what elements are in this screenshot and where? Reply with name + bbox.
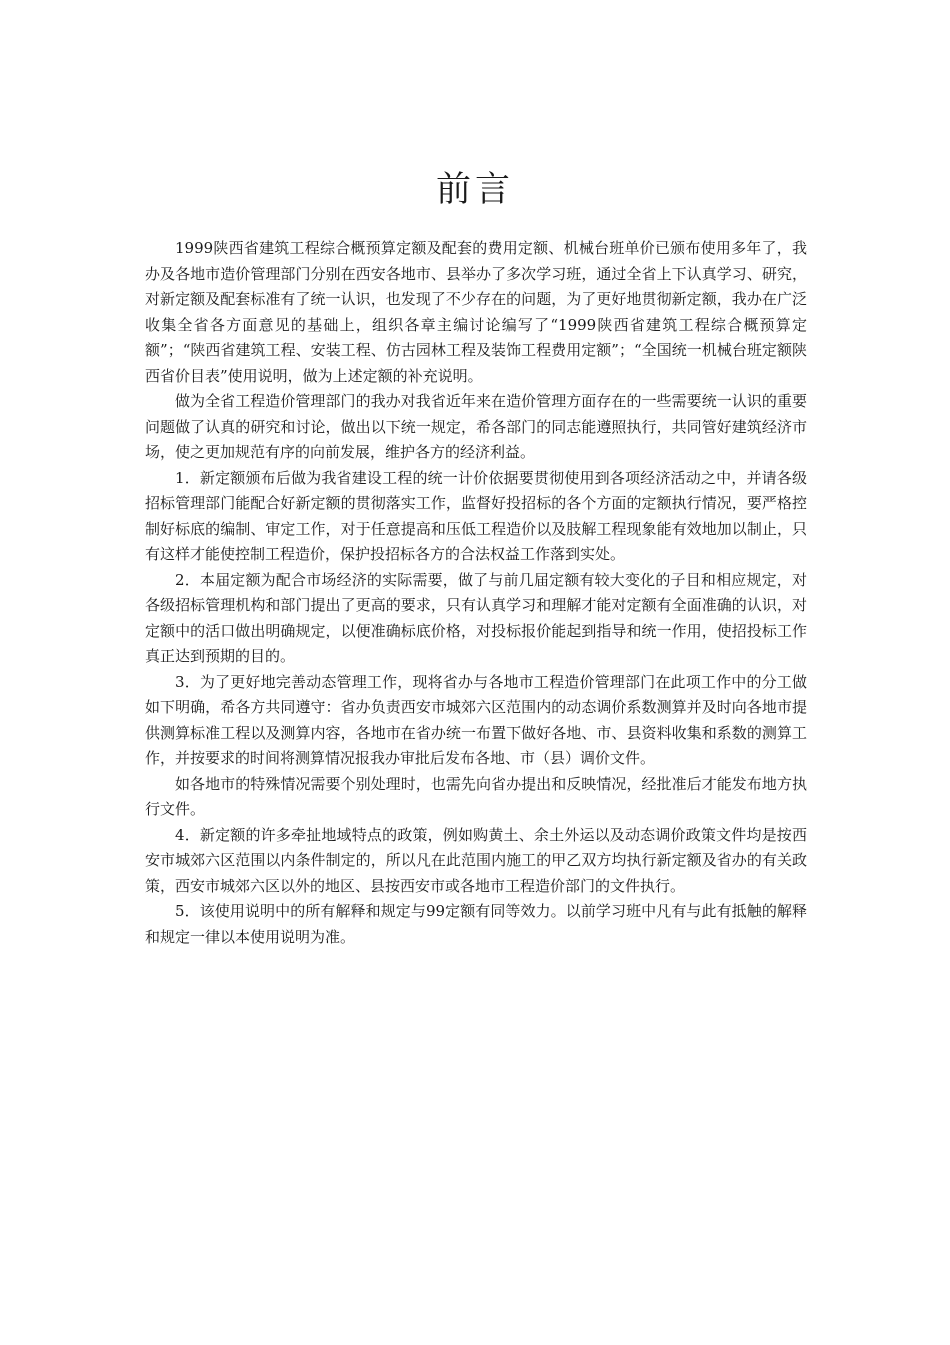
- paragraph-item-5: 5．该使用说明中的所有解释和规定与99定额有同等效力。以前学习班中凡有与此有抵触的解释和规定一律以本使用说明为准。: [145, 902, 807, 946]
- paragraph-item-4: 4．新定额的许多牵扯地域特点的政策，例如购黄土、余土外运以及动态调价政策文件均是按西安市城郊六区范围以内条件制定的，所以凡在此范围内施工的甲乙双方均执行新定额及省办的有关政策，西安市城郊六区以外的地区、县按西安市或各地市工程造价部门的文件执行。: [145, 825, 807, 895]
- paragraph-intro: 1999陕西省建筑工程综合概预算定额及配套的费用定额、机械台班单价已颁布使用多年了，我办及各地市造价管理部门分别在西安各地市、县举办了多次学习班，通过全省上下认真学习、研究，对新定额及配套标准有了统一认识，也发现了不少存在的问题，为了更好地贯彻新定额，我办在广泛收集全省各方面意见的基础上，组织各章主编讨论编写了“1999陕西省建筑工程综合概预算定额”；“陕西省建筑工程、安装工程、仿古园林工程及装饰工程费用定额”；“全国统一机械台班定额陕西省价目表”使用说明，做为上述定额的补充说明。: [145, 239, 807, 385]
- page-title: 前言: [435, 170, 514, 210]
- paragraph-item-3: 3．为了更好地完善动态管理工作，现将省办与各地市工程造价管理部门在此项工作中的分工做如下明确，希各方共同遵守：省办负责西安市城郊六区范围内的动态调价系数测算并及时向各地市提供测算标准工程以及测算内容，各地市在省办统一布置下做好各地、市、县资料收集和系数的测算工作，并按要求的时间将测算情况报我办审批后发布各地、市（县）调价文件。: [145, 672, 807, 767]
- paragraph-item-2: 2．本届定额为配合市场经济的实际需要，做了与前几届定额有较大变化的子目和相应规定，对各级招标管理机构和部门提出了更高的要求，只有认真学习和理解才能对定额有全面准确的认识，对定额中的活口做出明确规定，以便准确标底价格，对投标报价能起到指导和统一作用，使招投标工作真正达到预期的目的。: [145, 570, 807, 665]
- paragraph-item-3-note: 如各地市的特殊情况需要个别处理时，也需先向省办提出和反映情况，经批准后才能发布地方执行文件。: [145, 774, 807, 818]
- paragraph-statement: 做为全省工程造价管理部门的我办对我省近年来在造价管理方面存在的一些需要统一认识的重要问题做了认真的研究和讨论，做出以下统一规定，希各部门的同志能遵照执行，共同管好建筑经济市场，使之更加规范有序的向前发展，维护各方的经济利益。: [145, 392, 807, 461]
- document-body: [145, 236, 807, 950]
- paragraph-item-1: 1．新定额颁布后做为我省建设工程的统一计价依据要贯彻使用到各项经济活动之中，并请各级招标管理部门能配合好新定额的贯彻落实工作，监督好投招标的各个方面的定额执行情况，要严格控制好标底的编制、审定工作，对于任意提高和压低工程造价以及肢解工程现象能有效地加以制止，只有这样才能使控制工程造价，保护投招标各方的合法权益工作落到实处。: [145, 468, 807, 563]
